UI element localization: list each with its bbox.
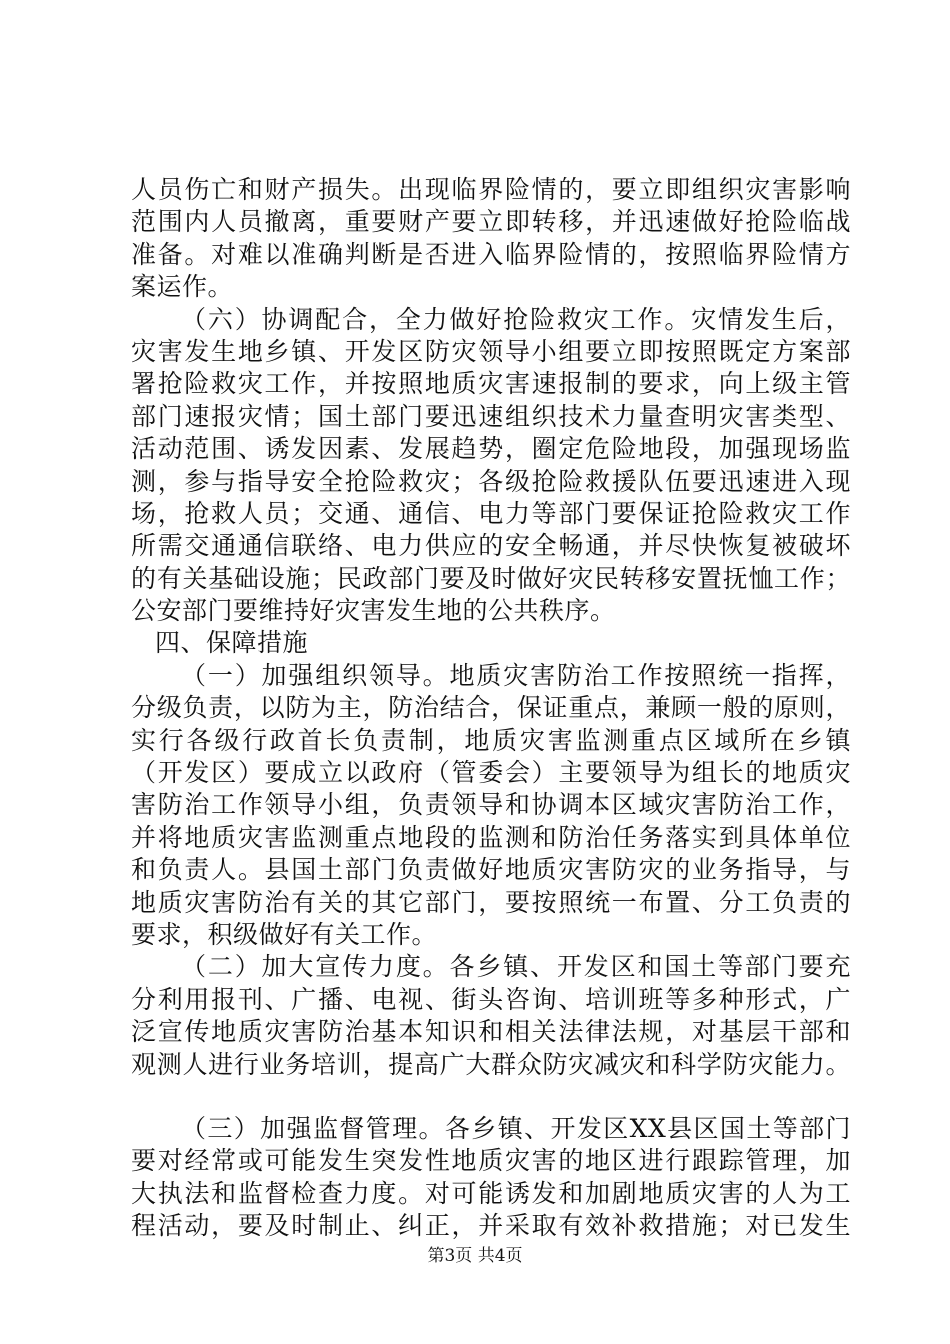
text-line: 和负责人。县国土部门负责做好地质灾害防灾的业务指导，与 (131, 855, 851, 885)
text-line: （开发区）要成立以政府（管委会）主要领导为组长的地质灾 (131, 758, 851, 788)
text-line: 案运作。 (131, 272, 234, 302)
text-line: 部门速报灾情；国土部门要迅速组织技术力量查明灾害类型、 (131, 401, 851, 431)
text-line: 害防治工作领导小组，负责领导和协调本区域灾害防治工作， (131, 790, 851, 820)
text-line: 程活动，要及时制止、纠正，并采取有效补救措施；对已发生 (131, 1211, 851, 1241)
text-line: 并将地质灾害监测重点地段的监测和防治任务落实到具体单位 (131, 822, 851, 852)
text-line: 所需交通通信联络、电力供应的安全畅通，并尽快恢复被破坏 (131, 531, 851, 561)
text-line: 实行各级行政首长负责制，地质灾害监测重点区域所在乡镇 (131, 725, 851, 755)
body-text (131, 174, 851, 1243)
text-line: （一）加强组织领导。地质灾害防治工作按照统一指挥， (181, 660, 851, 690)
text-line: 要对经常或可能发生突发性地质灾害的地区进行跟踪管理，加 (131, 1146, 851, 1176)
text-line: 分级负责，以防为主，防治结合，保证重点，兼顾一般的原则， (131, 693, 851, 723)
text-line: 人员伤亡和财产损失。出现临界险情的，要立即组织灾害影响 (131, 175, 851, 204)
text-line: 要求，积级做好有关工作。 (131, 919, 438, 949)
text-line: 准备。对难以准确判断是否进入临界险情的，按照临界险情方 (131, 239, 851, 269)
page-footer: 第3页 共4页 (427, 1246, 523, 1266)
text-line: 署抢险救灾工作，并按照地质灾害速报制的要求，向上级主管 (131, 369, 851, 399)
text-line: 范围内人员撤离，重要财产要立即转移，并迅速做好抢险临战 (131, 207, 851, 237)
paragraph-gap (131, 1081, 851, 1113)
text-line: （三）加强监督管理。各乡镇、开发区XX县区国土等部门 (181, 1113, 851, 1143)
text-line: 场，抢救人员；交通、通信、电力等部门要保证抢险救灾工作 (131, 498, 851, 528)
text-line: （二）加大宣传力度。各乡镇、开发区和国土等部门要充 (181, 952, 851, 982)
text-line: 的有关基础设施；民政部门要及时做好灾民转移安置抚恤工作； (131, 563, 851, 593)
text-line: （六）协调配合，全力做好抢险救灾工作。灾情发生后， (181, 304, 851, 334)
text-line: 观测人进行业务培训，提高广大群众防灾减灾和科学防灾能力。 (131, 1049, 851, 1079)
text-line: 泛宣传地质灾害防治基本知识和相关法律法规，对基层干部和 (131, 1017, 851, 1047)
text-line: 灾害发生地乡镇、开发区防灾领导小组要立即按照既定方案部 (131, 336, 851, 366)
text-line: 地质灾害防治有关的其它部门，要按照统一布置、分工负责的 (131, 887, 851, 917)
text-line: 活动范围、诱发因素、发展趋势，圈定危险地段，加强现场监 (131, 434, 851, 464)
text-line: 测，参与指导安全抢险救灾；各级抢险救援队伍要迅速进入现 (131, 466, 851, 496)
text-line: 分利用报刊、广播、电视、街头咨询、培训班等多种形式，广 (131, 984, 851, 1014)
section-heading: 四、保障措施 (155, 628, 309, 658)
text-line: 公安部门要维持好灾害发生地的公共秩序。 (131, 596, 616, 626)
text-line: 大执法和监督检查力度。对可能诱发和加剧地质灾害的人为工 (131, 1178, 851, 1208)
